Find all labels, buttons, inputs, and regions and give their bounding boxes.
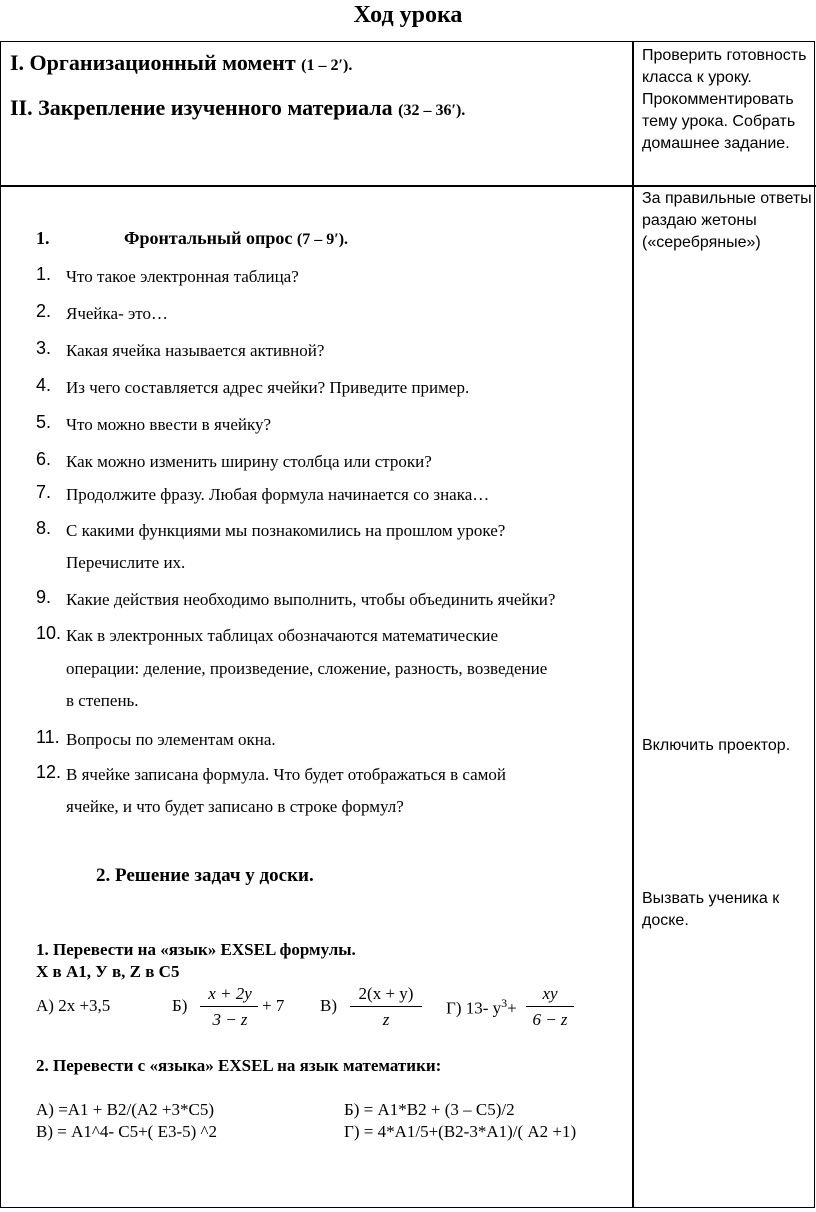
- task1-subheading: Х в А1, У в, Z в С5: [36, 962, 180, 981]
- projector-note: Включить проектор.: [642, 737, 791, 754]
- task2-heading: 2. Перевести с «языка» EXSEL на язык математики:: [36, 1056, 442, 1075]
- question-text: в степень.: [66, 691, 139, 710]
- question-text: Вопросы по элементам окна.: [66, 730, 276, 749]
- formula-c-denominator: z: [382, 1010, 390, 1029]
- note-line: домашнее задание.: [642, 135, 790, 152]
- question-number: 12.: [36, 762, 62, 782]
- note-line: раздаю жетоны: [642, 212, 757, 229]
- question-text: Перечислите их.: [66, 553, 186, 572]
- question-number: 8.: [36, 518, 52, 538]
- question-number: 7.: [36, 482, 52, 502]
- question-text: Как можно изменить ширину столбца или строки?: [66, 452, 432, 471]
- frontal-number: 1.: [36, 228, 50, 248]
- frontal-time: (7 – 9′).: [296, 231, 349, 248]
- formula-b-label: Б): [172, 996, 188, 1015]
- formula-c-label: В): [320, 996, 337, 1015]
- formula-d-fraction-bar: [526, 1006, 574, 1007]
- column-divider: [632, 41, 634, 1208]
- note-line: («серебряные»): [642, 234, 761, 251]
- frontal-note: [642, 188, 812, 254]
- question-number: 1.: [36, 264, 52, 284]
- section-one-time: (1 – 2′).: [301, 57, 353, 74]
- question-text: Какая ячейка называется активной?: [66, 341, 325, 360]
- question-text: операции: деление, произведение, сложение, разность, возведение: [66, 659, 548, 678]
- section-one-heading: [10, 50, 352, 76]
- formula-d-power: 3: [501, 996, 508, 1010]
- question-text: Как в электронных таблицах обозначаются математические: [66, 626, 498, 645]
- note-line: класса к уроку.: [642, 69, 752, 86]
- task2-c: В) = А1^4- С5+( Е3-5) ^2: [36, 1122, 218, 1141]
- question-number: 2.: [36, 301, 52, 321]
- frontal-label: Фронтальный опрос: [124, 228, 293, 248]
- frontal-heading: [124, 228, 348, 249]
- formula-b-denominator: 3 − z: [212, 1010, 248, 1029]
- question-text: Что можно ввести в ячейку?: [66, 415, 272, 434]
- task2-d: Г) = 4*А1/5+(В2-3*А1)/( А2 +1): [344, 1122, 577, 1141]
- question-text: С какими функциями мы познакомились на прошлом уроке?: [66, 521, 506, 540]
- section-two-heading: [10, 95, 465, 121]
- question-text: Продолжите фразу. Любая формула начинается со знака…: [66, 485, 490, 504]
- board-heading: 2. Решение задач у доски.: [96, 865, 314, 886]
- note-line: Вызвать ученика к: [642, 890, 780, 907]
- question-number: 3.: [36, 338, 52, 358]
- section-one-label: I. Организационный момент: [10, 50, 296, 75]
- question-text: Из чего составляется адрес ячейки? Приведите пример.: [66, 378, 470, 397]
- formula-d-denominator: 6 − z: [532, 1010, 568, 1029]
- formula-b-numerator: x + 2y: [208, 984, 252, 1003]
- formula-b-fraction-bar: [200, 1006, 258, 1007]
- formula-d-numerator: xy: [542, 984, 558, 1003]
- formula-b-tail: + 7: [262, 996, 285, 1015]
- formula-d-plus: +: [507, 998, 517, 1018]
- formula-d-text: Г) 13- у: [446, 998, 502, 1018]
- formula-c-fraction-bar: [350, 1006, 422, 1007]
- formula-d-label: [446, 996, 517, 1019]
- question-number: 6.: [36, 449, 52, 469]
- note-line: тему урока. Собрать: [642, 113, 796, 130]
- question-number: 9.: [36, 587, 52, 607]
- task2-b: Б) = А1*В2 + (3 – С5)/2: [344, 1100, 515, 1119]
- formula-a: А) 2х +3,5: [36, 996, 111, 1015]
- section-two-label: II. Закрепление изученного материала: [10, 95, 393, 120]
- question-text: Что такое электронная таблица?: [66, 267, 299, 286]
- question-text: Ячейка- это…: [66, 304, 168, 323]
- section-two-time: (32 – 36′).: [398, 102, 466, 119]
- note-line: Проверить готовность: [642, 47, 807, 64]
- task1-heading: 1. Перевести на «язык» EXSEL формулы.: [36, 940, 356, 959]
- question-number: 4.: [36, 375, 52, 395]
- row-divider: [0, 185, 816, 187]
- question-number: 11.: [36, 727, 60, 747]
- question-text: В ячейке записана формула. Что будет отображаться в самой: [66, 765, 507, 784]
- section-one-note: [642, 45, 806, 155]
- question-number: 10.: [36, 623, 62, 643]
- page-title: Ход урока: [353, 2, 463, 28]
- question-text: ячейке, и что будет записано в строке формул?: [66, 797, 404, 816]
- note-line: доске.: [642, 912, 689, 929]
- board-note: [642, 888, 779, 932]
- note-line: За правильные ответы: [642, 190, 812, 207]
- question-text: Какие действия необходимо выполнить, чтобы объединить ячейки?: [66, 590, 556, 609]
- note-line: Прокомментировать: [642, 91, 794, 108]
- task2-a: А) =А1 + В2/(А2 +3*С5): [36, 1100, 214, 1119]
- question-number: 5.: [36, 412, 52, 432]
- formula-c-numerator: 2(x + y): [358, 984, 414, 1003]
